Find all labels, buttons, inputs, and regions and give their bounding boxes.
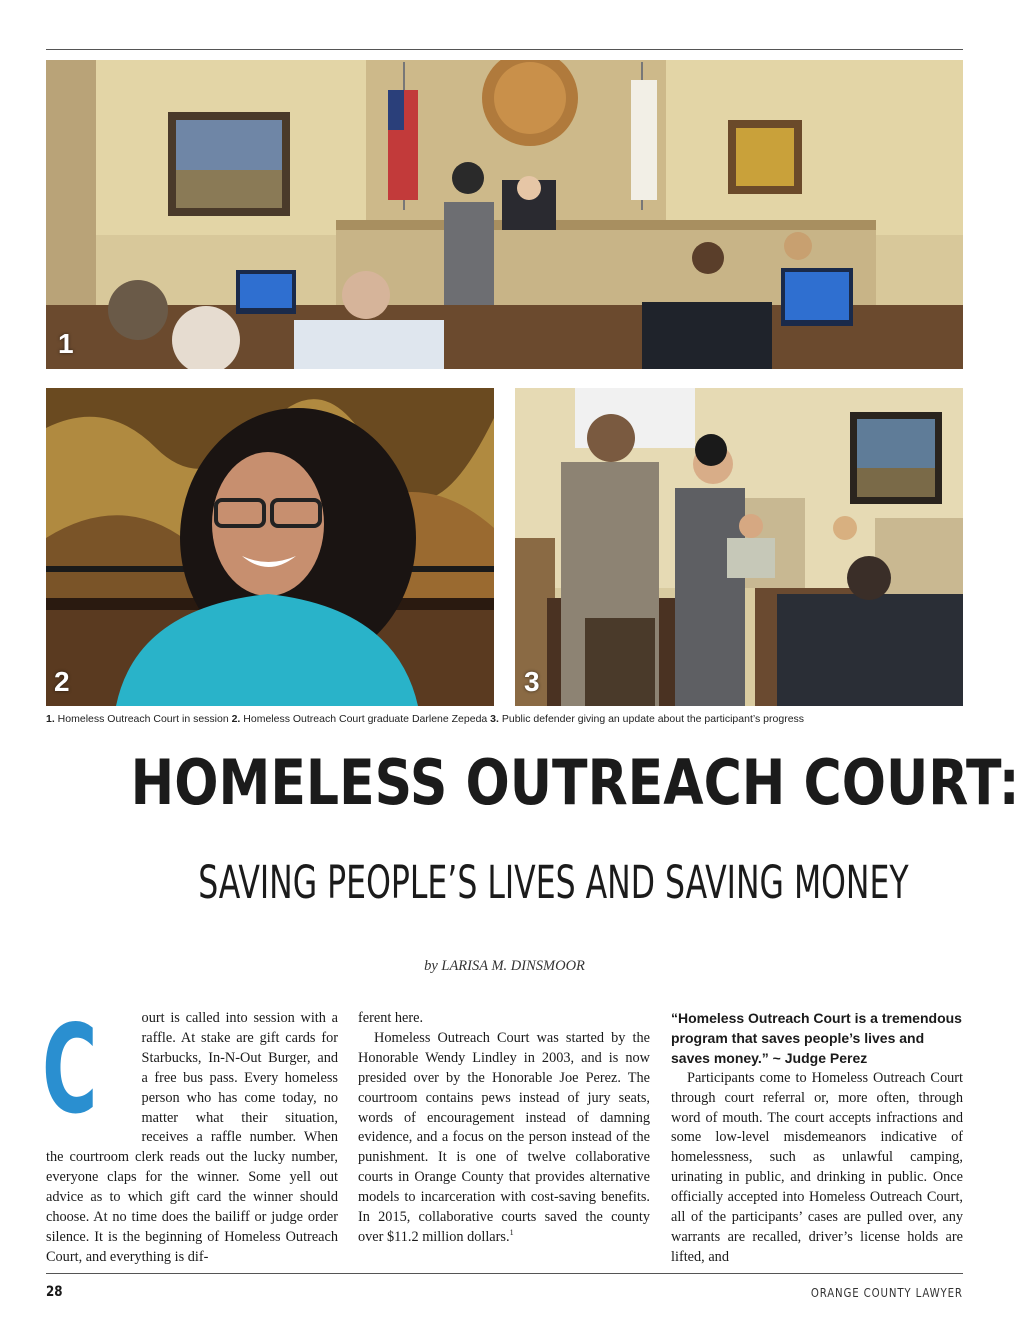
headline xyxy=(46,746,1020,819)
caption-text-2: Homeless Outreach Court graduate Darlene Zepeda xyxy=(240,713,491,725)
pull-quote: “Homeless Outreach Court is a tremendous program that saves people’s lives and saves money.” ~ Judge Perez xyxy=(671,1010,962,1066)
photo-2-number: 2 xyxy=(54,666,70,697)
footnote-mark: 1 xyxy=(509,1228,514,1238)
subheadline xyxy=(46,856,963,909)
body-column-2 xyxy=(358,1009,650,1248)
top-rule xyxy=(46,49,963,50)
caption-text-1: Homeless Outreach Court in session xyxy=(54,713,232,725)
page-number: 28 xyxy=(46,1284,63,1300)
paragraph-history: Homeless Outreach Court was started by the Honorable Wendy Lindley in 2003, and is now presided over by the Honorable Joe Perez. The courtroom contains pews instead of jury seats, words of encouragement instead of damning evidence, and a focus on the person instead of the punishment. It is one of twelve collaborative courts in Orange County that provides alternative models to incarceration with cost-saving benefits. In 2015, collaborative courts saved the county over $11.2 million dollars.$^1$ xyxy=(358,1029,650,1245)
photo-1-number: 1 xyxy=(58,328,74,359)
bottom-rule xyxy=(46,1273,963,1274)
headline-text: HOMELESS OUTREACH COURT: xyxy=(130,746,1020,819)
byline: by LARISA M. DINSMOOR xyxy=(424,958,585,974)
courtroom-session-photo xyxy=(46,60,963,369)
public-defender-photo xyxy=(515,388,963,706)
caption-number-1: 1. xyxy=(46,713,55,725)
caption-number-2: 2. xyxy=(231,713,241,725)
graduate-portrait-photo xyxy=(46,388,494,706)
caption-text-3: Public defender giving an update about the participant’s progress xyxy=(498,713,805,725)
subheadline-text: SAVING PEOPLE’S LIVES AND SAVING MONEY xyxy=(198,856,909,909)
caption-number-3: 3. xyxy=(490,713,499,725)
body-column-1 xyxy=(42,999,338,1268)
publication-name: ORANGE COUNTY LAWYER xyxy=(810,1286,963,1300)
photo-3-number: 3 xyxy=(524,666,540,697)
drop-cap: C xyxy=(42,999,98,1141)
paragraph-participants: Participants come to Homeless Outreach Court through court referral or, more often, through word of mouth. The court accepts infractions and some low-level misdemeanors indicative of homelessness, such as unlawful camping, urinating in public, and drinking in public. Once officially accepted into Homeless Outreach Court, all of the participants’ cases are pulled over, any warrants are recalled, driver’s license holds are lifted, and xyxy=(671,1069,963,1265)
body-column-3 xyxy=(671,1009,963,1268)
paragraph-continuation: ferent here. xyxy=(358,1010,424,1026)
photo-caption xyxy=(46,713,963,725)
paragraph-opening: ourt is called into session with a raffle. At stake are gift cards for Starbucks, In-N-Out Burger, and a free bus pass. Every homeless person who has come today, no matter what their situation, receives a raffle number. When the courtroom clerk reads out the lucky number, everyone claps for the winner. Some yell out advice as to which gift card the winner should choose. At no time does the bailiff or judge order silence. It is the beginning of Homeless Outreach Court, and everything is dif- xyxy=(46,1010,338,1265)
